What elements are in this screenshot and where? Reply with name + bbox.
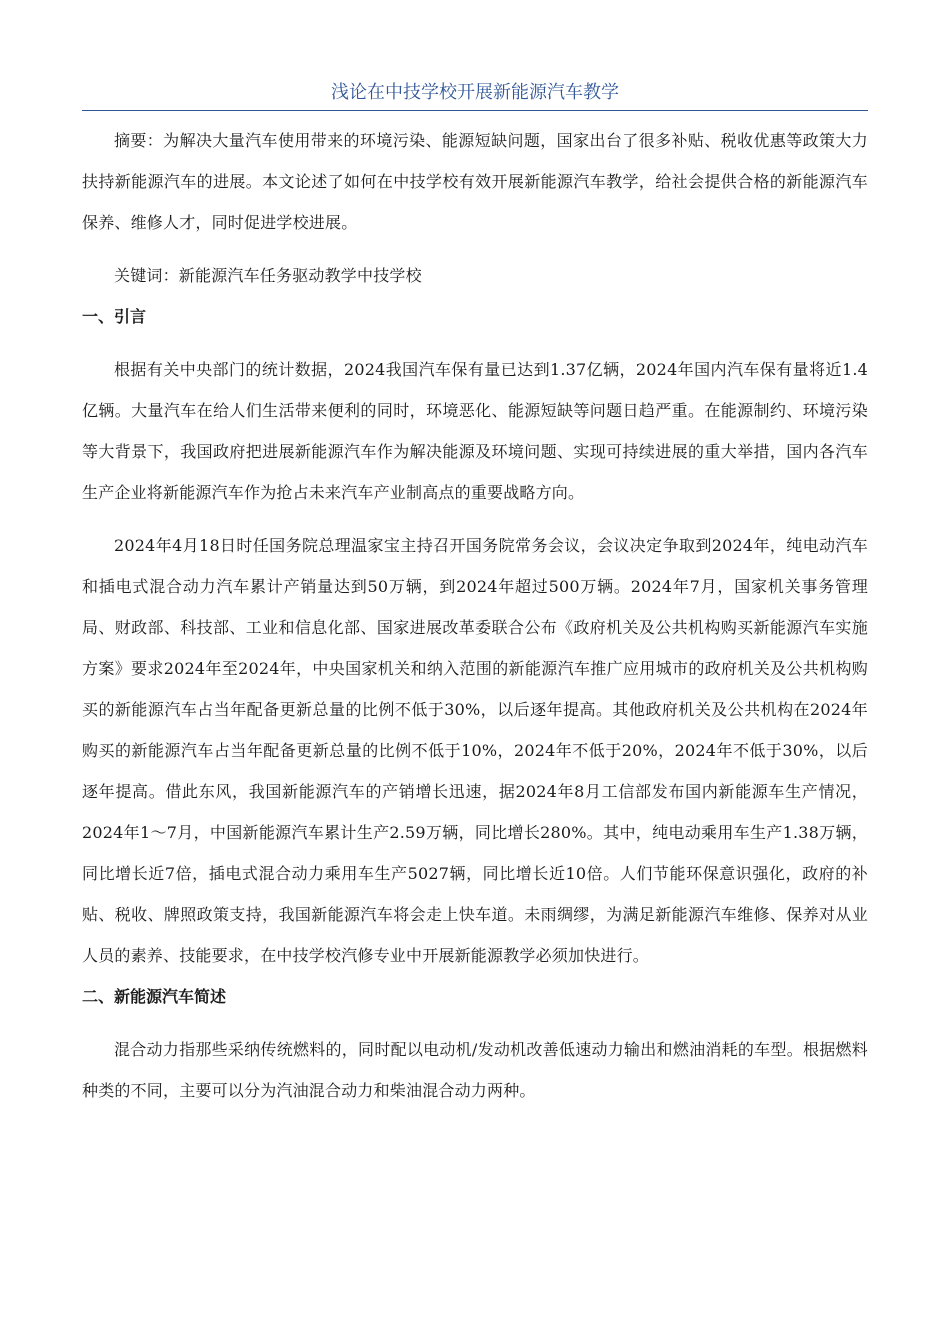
document-title: 浅论在中技学校开展新能源汽车教学: [82, 78, 868, 111]
introduction-paragraph-2: 2024年4月18日时任国务院总理温家宝主持召开国务院常务会议，会议决定争取到2024年，纯电动汽车和插电式混合动力汽车累计产销量达到50万辆，到2024年超过500万辆。2024年7月，国家机关事务管理局、财政部、科技部、工业和信息化部、国家进展改革委联合公布《政府机关及公共机构购买新能源汽车实施方案》要求2024年至2024年，中央国家机关和纳入范围的新能源汽车推广应用城市的政府机关及公共机构购买的新能源汽车占当年配备更新总量的比例不低于30%，以后逐年提高。其他政府机关及公共机构在2024年购买的新能源汽车占当年配备更新总量的比例不低于10%，2024年不低于20%，2024年不低于30%，以后逐年提高。借此东风，我国新能源汽车的产销增长迅速，据2024年8月工信部发布国内新能源车生产情况，2024年1～7月，中国新能源汽车累计生产2.59万辆，同比增长280%。其中，纯电动乘用车生产1.38万辆，同比增长近7倍，插电式混合动力乘用车生产5027辆，同比增长近10倍。人们节能环保意识强化，政府的补贴、税收、牌照政策支持，我国新能源汽车将会走上快车道。未雨绸缪，为满足新能源汽车维修、保养对从业人员的素养、技能要求，在中技学校汽修专业中开展新能源教学必须加快进行。: [82, 536, 868, 965]
overview-paragraph-1: 混合动力指那些采纳传统燃料的，同时配以电动机/发动机改善低速动力输出和燃油消耗的车型。根据燃料种类的不同，主要可以分为汽油混合动力和柴油混合动力两种。: [82, 1040, 868, 1100]
section-heading-introduction: 一、引言: [82, 307, 147, 326]
section-heading-new-energy-overview: 二、新能源汽车简述: [82, 987, 227, 1006]
abstract-paragraph: 摘要：为解决大量汽车使用带来的环境污染、能源短缺问题，国家出台了很多补贴、税收优惠等政策大力扶持新能源汽车的进展。本文论述了如何在中技学校有效开展新能源汽车教学，给社会提供合格的新能源汽车保养、维修人才，同时促进学校进展。: [82, 131, 868, 232]
keywords-paragraph: 关键词：新能源汽车任务驱动教学中技学校: [114, 266, 422, 285]
introduction-paragraph-1: 根据有关中央部门的统计数据，2024我国汽车保有量已达到1.37亿辆，2024年国内汽车保有量将近1.4亿辆。大量汽车在给人们生活带来便利的同时，环境恶化、能源短缺等问题日趋严重。在能源制约、环境污染等大背景下，我国政府把进展新能源汽车作为解决能源及环境问题、实现可持续进展的重大举措，国内各汽车生产企业将新能源汽车作为抢占未来汽车产业制高点的重要战略方向。: [82, 360, 868, 502]
document-page: [82, 78, 868, 1111]
